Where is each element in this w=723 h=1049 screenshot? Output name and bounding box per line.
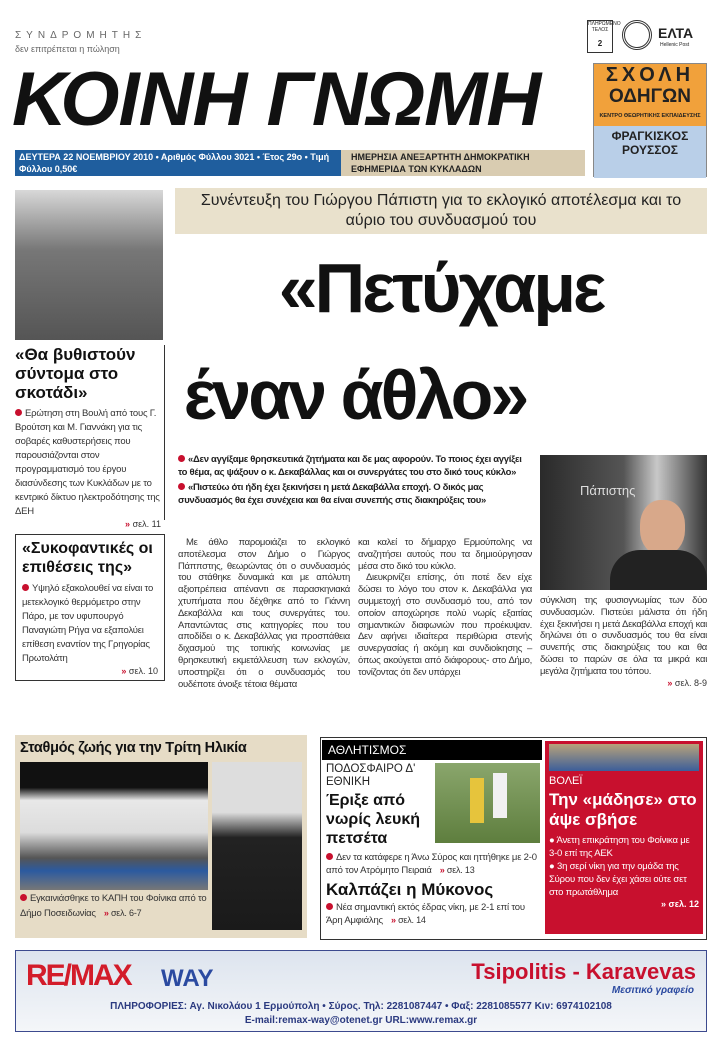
divider [164,345,165,520]
driving-school-ad[interactable] [593,63,707,177]
remax-ad[interactable] [15,950,707,1032]
main-col3: σύγκλιση της φυσιογνωμίας των δύο συνδυασμών. Πιστεύει μάλιστα ότι ήδη έχει ξεκινήσει η μετά Δεκαβάλλα εποχή και δηλώνει ότι ο συνδυασμός του θα είναι συνεπής στις διακηρύξεις του και θα δώσει το παρών σε όλα τα μικρά και μεγάλα ζητήματα του τόπου. » σελ. 8-9 [540,595,707,688]
story-title: «Θα βυθιστούν σύντομα στο σκοτάδι» [15,345,136,402]
volley-bullet-2: 3η σερί νίκη για την ομάδα της Σύρου που δεν έχει χάσει ούτε σετ στο πρωτάθλημα [549,861,687,898]
elta-logo: ΕΛΤΑ [658,25,694,41]
bullet-icon: ● [549,835,557,846]
main-col2: και καλεί το δήμαρχο Ερμούπολης να αναζητήσει αυτούς που τα δημιούργησαν μέσα στο δικό του κύκλο. Διευκρινίζει επίσης, ότι ποτέ δεν είχε δώσει το λόγο του στον κ. Δεκαβάλλα για συμμετοχή στο συνδυασμό του, από τον οποίον αποχώρησε πολύ νωρίς εξαιτίας σημαντικών διαφωνιών που προέκυψαν. Δεν αφήνει ιδιαίτερα περιθώρια στενής συνεργασίας ή ακόμη και συνδιοίκησης – όπως ακούγεται από διάφορους- στο Δήμο, τονίζοντας ότι δεν υπάρχει [358,537,532,678]
bullet-quote-2: «Πιστεύω ότι ήδη έχει ξεκινήσει η μετά Δεκαβάλλα εποχή. Ο δικός μας συνδυασμός θα έχει συνέχεια και θα είναι συνεπής στις διακηρύξεις του» [178,482,486,506]
seal-icon [622,20,652,50]
postal-stamp [587,20,621,53]
volley-title: Την «μάδησε» στο άψε σβήσε [549,790,697,829]
volley-bullet-1: Άνετη επικράτηση του Φοίνικα με 3-0 επί της ΑΕΚ [549,835,690,859]
ad-name2: ΡΟΥΣΣΟΣ [622,143,678,157]
sports-header: ΑΘΛΗΤΙΣΜΟΣ [322,740,542,760]
page-ref: » σελ. 11 [125,519,161,529]
agency-info: ΠΛΗΡΟΦΟΡΙΕΣ: Αγ. Νικολάου 1 Ερμούπολη • Σύρος. Τηλ: 2281087447 • Φαξ: 2281085577 Κιν: 6974102108 [110,1001,612,1012]
remax-logo: RE/MAX [26,959,131,992]
story-blackout[interactable] [15,345,161,529]
arrow-icon: » [125,519,131,529]
agency-sub: Μεσιτικό γραφείο [611,985,694,996]
football-text: Δεν τα κατάφερε η Άνω Σύρος και ηττήθηκε με 2-0 από τον Ατρόμητο Πειραιά [326,852,537,876]
elta-sub: Hellenic Post [660,42,690,48]
football-title[interactable]: Έριξε από νωρίς λευκή πετσέτα [326,792,421,847]
power-company-photo [15,190,163,340]
remax-way: WAY [161,965,214,992]
sports-stories [326,763,538,927]
tagline: ΗΜΕΡΗΣΙΑ ΑΝΕΞΑΡΤΗΤΗ ΔΗΜΟΚΡΑΤΙΚΗ ΕΦΗΜΕΡΙΔΑ ΤΩΝ ΚΥΚΛΑΔΩΝ [341,150,585,176]
main-kicker: Συνέντευξη του Γιώργου Πάπιστη για το εκλογικό αποτέλεσμα και το αύριο του συνδυασμού του [175,188,707,234]
speaker-photo [212,762,302,930]
bullet-icon: ● [549,861,557,872]
bullet-quote-1: «Δεν αγγίξαμε θρησκευτικά ζητήματα και δε μας αφορούν. Το ποιος έχει αγγίξει το θέμα, ας ψάξουν ο κ. Δεκαβάλλας και οι συνεργάτες του στο δικό τους κύκλο» [178,454,522,478]
volley-category: ΒΟΛΕΪ [549,775,583,787]
agency-name: Tsipolitis - Karavevas [471,959,696,984]
bullet-icon [15,409,22,416]
arrow-icon: » [121,666,127,676]
story-text: Ερώτηση στη Βουλή από τους Γ. Βρούτση και Μ. Γιαννάκη για τις σοβαρές καθυστερήσεις που παρουσιάζονται στον προγραμματισμό του έργου διασύνδεσης των Κυκλάδων με το κεντρικό δίκτυο ηλεκτροδότησης της ΔΕΗ [15,408,160,517]
page-ref: » σελ. 10 [121,666,158,676]
main-headline-line2[interactable]: έναν άθλο» [183,356,527,434]
caption: Εγκαινιάσθηκε το ΚΑΠΗ του Φοίνικα από το Δήμο Ποσειδωνίας [20,893,207,919]
page-ref: » σελ. 8-9 [667,677,707,688]
postal-stamp-label: ΠΛΗΡΩΜΕΝΟ ΤΕΛΟΣ [588,21,621,33]
mykonos-text: Νέα σημαντική εκτός έδρας νίκη, με 2-1 επί του Άρη Αμφιάλης [326,902,525,926]
ad-line1: ΣΧΟΛΗ [605,64,695,86]
postal-number: 2 [597,39,603,48]
main-col1: Με άθλο παρομοιάζει το εκλογικό αποτέλεσμα στον Δήμο ο Γιώργος Πάππστης, θεωρώντας ότι ο συνδυασμός του στάθηκε δυναμικά και με απόλυτη αξιοπρέπεια απέναντι σε παρασκηνιακά χτυπήματα που δέχθηκε από το Γιάννη Δεκαβάλλα και τους συνεργάτες του. Απαντώντας στις κατηγορίες που του αποδίδει ο κ. Δεκαβάλλας για προσπάθεια διχασμού της τοπικής κοινωνίας με θρησκευτική εκμετάλλευση των εκλογών, υποστηρίζει ότι ο συνδυασμός του ουδέποτε άνοιξε τέτοια θέματα [178,537,350,690]
subscriber-label: ΣΥΝΔΡΟΜΗΤΗΣ [15,30,147,41]
photo-banner: Πάπιστης [580,483,636,498]
bullet-icon [22,584,29,591]
page-ref: » σελ. 14 [390,915,426,925]
story-slander[interactable] [15,534,165,681]
agency-contact[interactable]: E-mail:remax-way@otenet.gr URL:www.remax.gr [244,1015,478,1026]
ad-line3: ΚΕΝΤΡΟ ΘΕΩΡΗΤΙΚΗΣ ΕΚΠΑΙΔΕΥΣΗΣ [599,113,701,119]
story-title: Σταθμός ζωής για την Τρίτη Ηλικία [20,740,247,756]
masthead-title: ΚΟΙΝΗ ΓΝΩΜΗ [12,57,541,142]
ad-line2: ΟΔΗΓΩΝ [608,86,692,107]
page-ref: » σελ. 6-7 [103,908,142,918]
volley-photo [549,744,699,771]
issue-info: ΔΕΥΤΕΡΑ 22 ΝΟΕΜΒΡΙΟΥ 2010 • Αριθμός Φύλλου 3021 • Έτος 29ο • Τιμή Φύλλου 0,50€ [15,150,341,176]
main-headline-line1[interactable]: «Πετύχαμε [278,249,604,327]
main-bullets [178,453,533,507]
not-for-sale-label: δεν επιτρέπεται η πώληση [15,44,120,54]
sports-category: ΠΟΔΟΣΦΑΙΡΟ Δ' ΕΘΝΙΚΗ [326,763,416,788]
papistis-photo [540,455,707,590]
volley-story[interactable] [545,741,703,934]
elderly-story[interactable] [15,735,307,938]
page-ref: » σελ. 13 [439,865,475,875]
mykonos-title[interactable]: Καλπάζει η Μύκονος [326,880,494,899]
story-title: «Συκοφαντικές οι επιθέσεις της» [22,540,153,576]
page-ref: » σελ. 12 [661,899,699,909]
story-text: Υψηλό εξακολουθεί να είναι το μετεκλογικό θερμόμετρο στην Πάρο, με τον υφυπουργό Παναγιώτη Ρήγα να εξαπολύει επίθεση εναντίον της Γρηγορίας Πρωτολάτη [22,583,154,664]
kapi-building-photo [20,762,208,890]
ad-name1: ΦΡΑΓΚΙΣΚΟΣ [611,129,689,143]
